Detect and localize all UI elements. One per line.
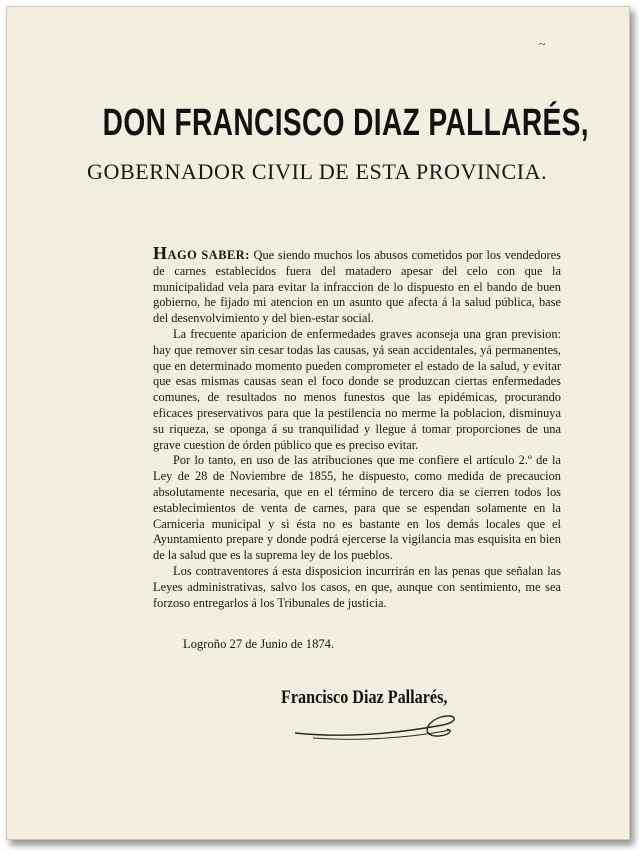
dateline: Logroño 27 de Junio de 1874. [183, 637, 335, 651]
lead-rest: AGO SABER: [167, 248, 250, 262]
paragraph-1 [153, 243, 561, 327]
broadsheet-page [6, 6, 630, 840]
document-title: DON FRANCISCO DIAZ PALLARÉS, [102, 102, 589, 144]
document-subtitle: GOBERNADOR CIVIL DE ESTA PROVINCIA. [87, 159, 548, 184]
proclamation-body [153, 243, 561, 611]
corner-mark: ~ [539, 37, 546, 51]
lead-capital: H [153, 243, 168, 263]
signature-flourish [293, 711, 463, 745]
paragraph-3: Por lo tanto, en uso de las atribuciones que me confiere el artículo 2.º de la Ley de 28 de Noviembre de 1855, he dispuesto, como medida de precaucion absolutamente necesaria, que en el término de tercero dia se cierren todos los establecimientos de venta de carnes, para que se espendan solamente en la Carniceria municipal y si ésta no es bastante en los demás locales que el Ayuntamiento prepare y donde podrá ejercerse la vigilancia mas esquisita en bien de la salud que es la suprema ley de los pueblos. [153, 453, 561, 563]
paragraph-4: Los contraventores á esta disposicion incurrirán en las penas que señalan las Leyes administrativas, salvo los casos, en que, aunque con sentimiento, me sea forzoso entregarlos á los Tribunales de justicia. [153, 563, 561, 610]
signature: Francisco Diaz Pallarés, [281, 687, 448, 708]
paragraph-2: La frecuente aparicion de enfermedades graves aconseja una gran prevision: hay que remover sin cesar todas las causas, yá sean accidentales, yá permanentes, que en determinado momento pueden comprometer el estado de la salud, y evitar que esas mismas causas sean el foco donde se produzcan ciertas enfermedades comunes, de resultados no menos funestos que las epidémicas, procurando eficaces preservativos para que la pestilencia no merme la poblacion, disminuya su riqueza, se oponga á su tranquilidad y llegue á tomar proporciones de una grave cuestion de órden público que es preciso evitar. [153, 326, 561, 452]
lead-words [153, 243, 250, 263]
paragraph-1-text: Que siendo muchos los abusos cometidos por los vendedores de carnes establecidos fuera del matadero apesar del celo con que la municipalidad vela para evitar la infraccion de lo dispuesto en el bando de buen gobierno, he fijado mi atencion en un asunto que afecta á la salud pública, base del desenvolvimiento y del bien-estar social. [153, 248, 561, 326]
